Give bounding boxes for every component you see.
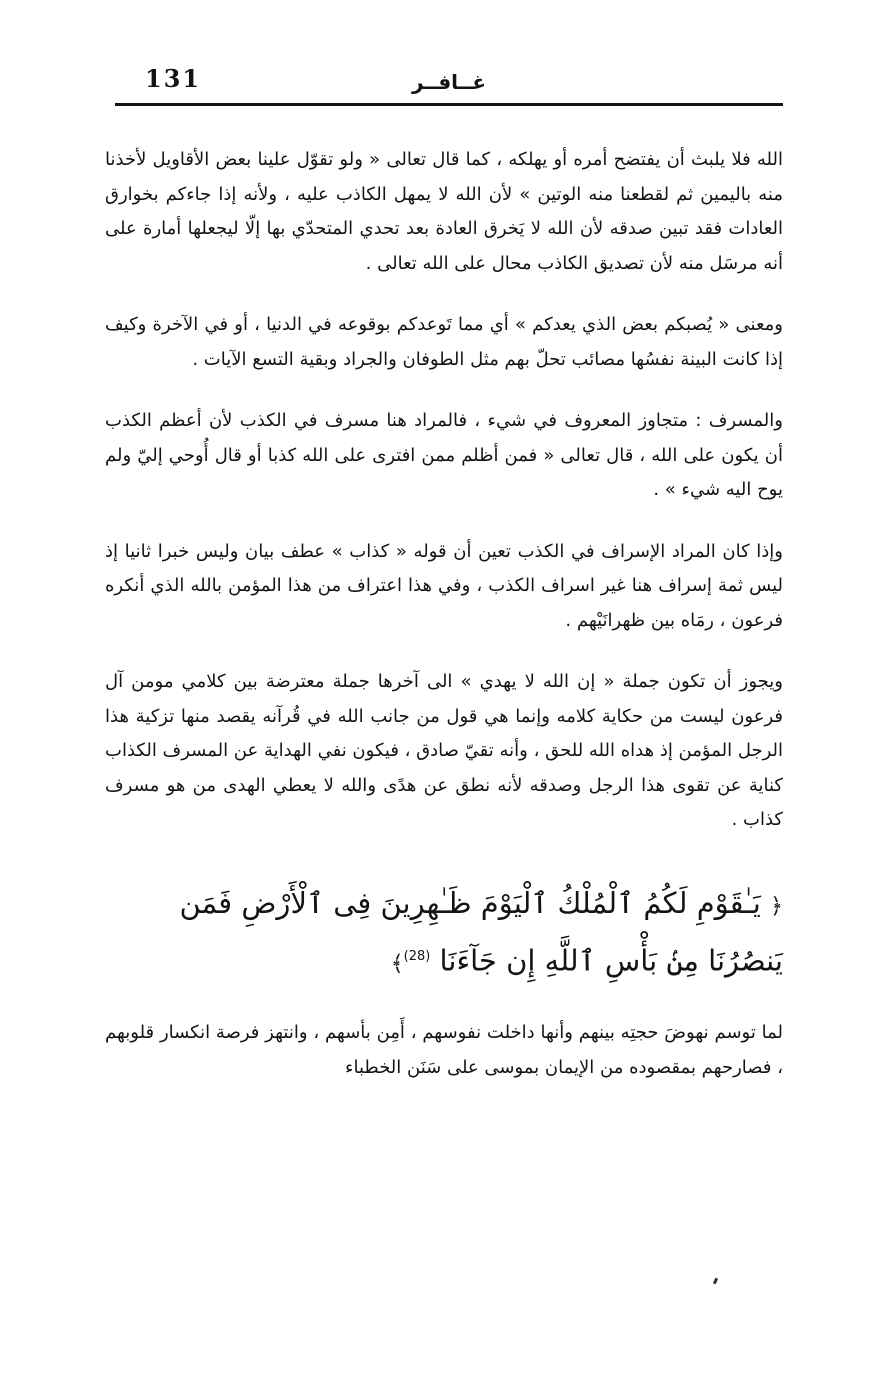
quran-verse [105, 878, 783, 990]
header-rule [115, 103, 783, 106]
verse-close-ornament: ﴾ [390, 951, 404, 977]
paragraph-2: ومعنى « يُصبكم بعض الذي يعدكم » أي مما تَوعدكم بوقوعه في الدنيا ، أو في الآخرة وكيف إذا كانت البينة نفسُها مصائب تحلّ بهم مثل الطوفان والجراد وبقية التسع الآيات . [105, 314, 783, 370]
paragraph-1: الله فلا يلبث أن يفتضح أمره أو يهلكه ، كما قال تعالى « ولو تقوّل علينا بعض الأقاويل لأخذنا منه باليمين ثم لقطعنا منه الوتين » لأن الله لا يمهل الكاذب عليه ، ولأنه إذا جاءكم بخوارق العادات فقد تبين صدقه لأن الله لا يَخرق العادة بعد تحدي المتحدّي بها إلّا ليجعلها أمارة على أنه مرسَل منه لأن تصديق الكاذب محال على الله تعالى . [105, 149, 783, 274]
running-title: غــافــر [411, 70, 487, 94]
paragraph-6: لما توسم نهوضَ حجتِه بينهم وأنها داخلت نفوسهم ، أَمِن بأسهم ، وانتهز فرصة انكسار قلوبهم ، فصارحهم بمقصوده من الإيمان بموسى على سَنَن الخطباء [105, 1022, 783, 1078]
paragraph-5: ويجوز أن تكون جملة « إن الله لا يهدي » الى آخرها جملة معترضة بين كلامي مومن آل فرعون ليست من حكاية كلامه وإنما هي قول من جانب الله في قُرآنه يقصد منها تزكية هذا الرجل المؤمن إذ هداه الله للحق ، وأنه تقيّ صادق ، فيكون نفي الهداية عن المسرف الكذاب كناية عن تقوى هذا الرجل وصدقه لأنه نطق عن هدًى والله لا يعطي الهدى من هو مسرف كذاب . [105, 671, 783, 830]
stray-ink-mark [713, 1278, 718, 1285]
verse-number: (28) [403, 948, 431, 964]
body-text [105, 143, 783, 1112]
page-header [115, 62, 783, 106]
verse-open-ornament: ﴿ [770, 893, 783, 919]
page-number: 131 [145, 64, 202, 93]
verse-text: يَـٰقَوْمِ لَكُمُ ٱلْمُلْكُ ٱلْيَوْمَ ظَـٰهِرِينَ فِى ٱلْأَرْضِ فَمَن يَنصُرُنَا مِنۢ بَأْسِ ٱللَّهِ إِن جَآءَنَا [179, 885, 783, 978]
paragraph-4: وإذا كان المراد الإسراف في الكذب تعين أن قوله « كذاب » عطف بيان وليس خبرا ثانيا إذ ليس ثمة إسراف هنا غير اسراف الكذب ، وفي هذا اعتراف من هذا المؤمن بالله الذي أنكره فرعون ، رمَاه بين ظهرانَيْهم . [105, 540, 783, 631]
paragraph-3: والمسرف : متجاوز المعروف في شيء ، فالمراد هنا مسرف في الكذب لأن أعظم الكذب أن يكون على الله ، قال تعالى « فمن أظلم ممن افترى على الله كذبا أو قال أُوحي إليّ ولم يوح اليه شيء » . [105, 410, 783, 500]
